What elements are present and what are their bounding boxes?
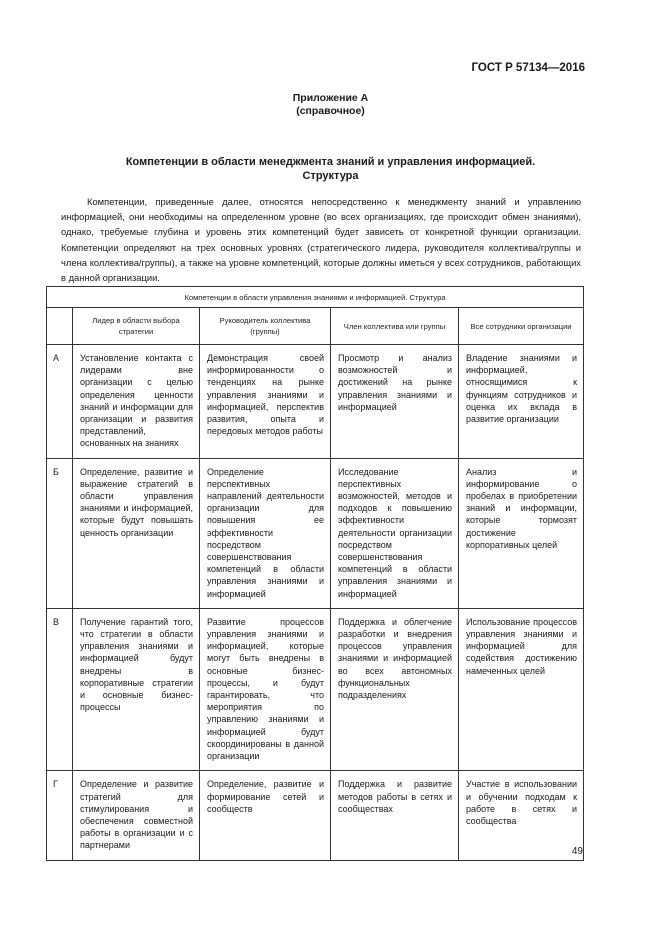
- row-level: Б: [47, 458, 73, 608]
- table-caption: Компетенции в области управления знаниями и информацией. Структура: [47, 287, 584, 308]
- row-level: А: [47, 345, 73, 459]
- table-cell: Демонстрация своей информированности о тенденциях на рынке управления знаниями и информацией, перспектив развития, опыта и передовых методов работы: [200, 345, 331, 459]
- table-cell: Использование процессов управления знаниями и информацией для содействия достижению намеченных целей: [459, 608, 584, 770]
- table-cell: Установление контакта с лидерами вне организации с целью определения ценности знаний и информации для организации и развития представлений, основанных на знаниях: [73, 345, 200, 459]
- document-title: [60, 155, 601, 183]
- annex-title: Приложение А: [292, 92, 369, 104]
- header-strategy-leader: Лидер в области выбора стратегии: [73, 308, 200, 345]
- table-cell: Получение гарантий того, что стратегии в области управления знаниями и информацией будут внедрены в корпоративные стратегии и основные бизнес-процессы: [73, 608, 200, 770]
- page-number: 49: [571, 846, 583, 857]
- table-cell: Участие в использовании и обучении подходам к работе в сетях и сообщества: [459, 771, 584, 861]
- table-row: [47, 345, 584, 459]
- table-cell: Развитие процессов управления знаниями и информацией, которые могут быть внедрены в основные бизнес-процессы, и будут гарантировать, что мероприятия по управлению знаниями и информацией будут скоординированы в данной организации: [200, 608, 331, 770]
- table-cell: Определение, развитие и выражение стратегий в области управления знаниями и информацией, которые будут повышать ценность организации: [73, 458, 200, 608]
- intro-paragraph: Компетенции, приведенные далее, относятся непосредственно к менеджменту знаний и управлению информацией, они необходимы на определенном уровне (во всех организациях, где происходит обмен знаниями), однако, требуемые глубина и уровень этих компетенций будет зависеть от конкретной функции организации. Компетенции определяют на трех основных уровнях (стратегического лидера, руководителя коллектива/группы и члена коллектива/группы), а также на уровне компетенций, которые должны иметься у всех сотрудников, работающих в данной организации.: [61, 196, 581, 284]
- table-cell: Поддержка и развитие методов работы в сетях и сообществах: [331, 771, 459, 861]
- table-row: [47, 771, 584, 861]
- document-title-line-2: Структура: [302, 170, 359, 182]
- table-cell: Просмотр и анализ возможностей и достижений на рынке управления знаниями и информацией: [331, 345, 459, 459]
- header-level-cell: [47, 308, 73, 345]
- table-row: [47, 458, 584, 608]
- table-cell: Поддержка и облегчение разработки и внедрения процессов управления знаниями и информацией во всех автономных функциональных подразделениях: [331, 608, 459, 770]
- competence-table: [46, 286, 584, 861]
- header-team-leader: Руководитель коллектива (группы): [200, 308, 331, 345]
- row-level: Г: [47, 771, 73, 861]
- header-team-member: Член коллектива или группы: [331, 308, 459, 345]
- table-cell: Владение знаниями и информацией, относящимися к функциям сотрудников и оценка их вклада в развитие организации: [459, 345, 584, 459]
- document-title-line-1: Компетенции в области менеджмента знаний и управления информацией.: [125, 156, 536, 168]
- annex-note: (справочное): [296, 105, 365, 117]
- table-cell: Определение и развитие стратегий для стимулирования и обеспечения совместной работы в организации и с партнерами: [73, 771, 200, 861]
- table-cell: Определение перспективных направлений деятельности организации для повышения ее эффективности посредством совершенствования компетенций в области управления знаниями и информацией: [200, 458, 331, 608]
- header-all-staff: Все сотрудники организации: [459, 308, 584, 345]
- table-row: [47, 608, 584, 770]
- table-header-row: [47, 308, 584, 345]
- table-cell: Определение, развитие и формирование сетей и сообществ: [200, 771, 331, 861]
- row-level: В: [47, 608, 73, 770]
- annex-heading: [0, 92, 661, 118]
- table-cell: Исследование перспективных возможностей, методов и подходов к повышению эффективности деятельности организации посредством совершенствования компетенций в области управления знаниями и информацией: [331, 458, 459, 608]
- standard-code: ГОСТ Р 57134—2016: [471, 62, 585, 74]
- table-caption-row: [47, 287, 584, 308]
- table-cell: Анализ и информирование о пробелах в приобретении знаний и информации, которые тормозят достижение корпоративных целей: [459, 458, 584, 608]
